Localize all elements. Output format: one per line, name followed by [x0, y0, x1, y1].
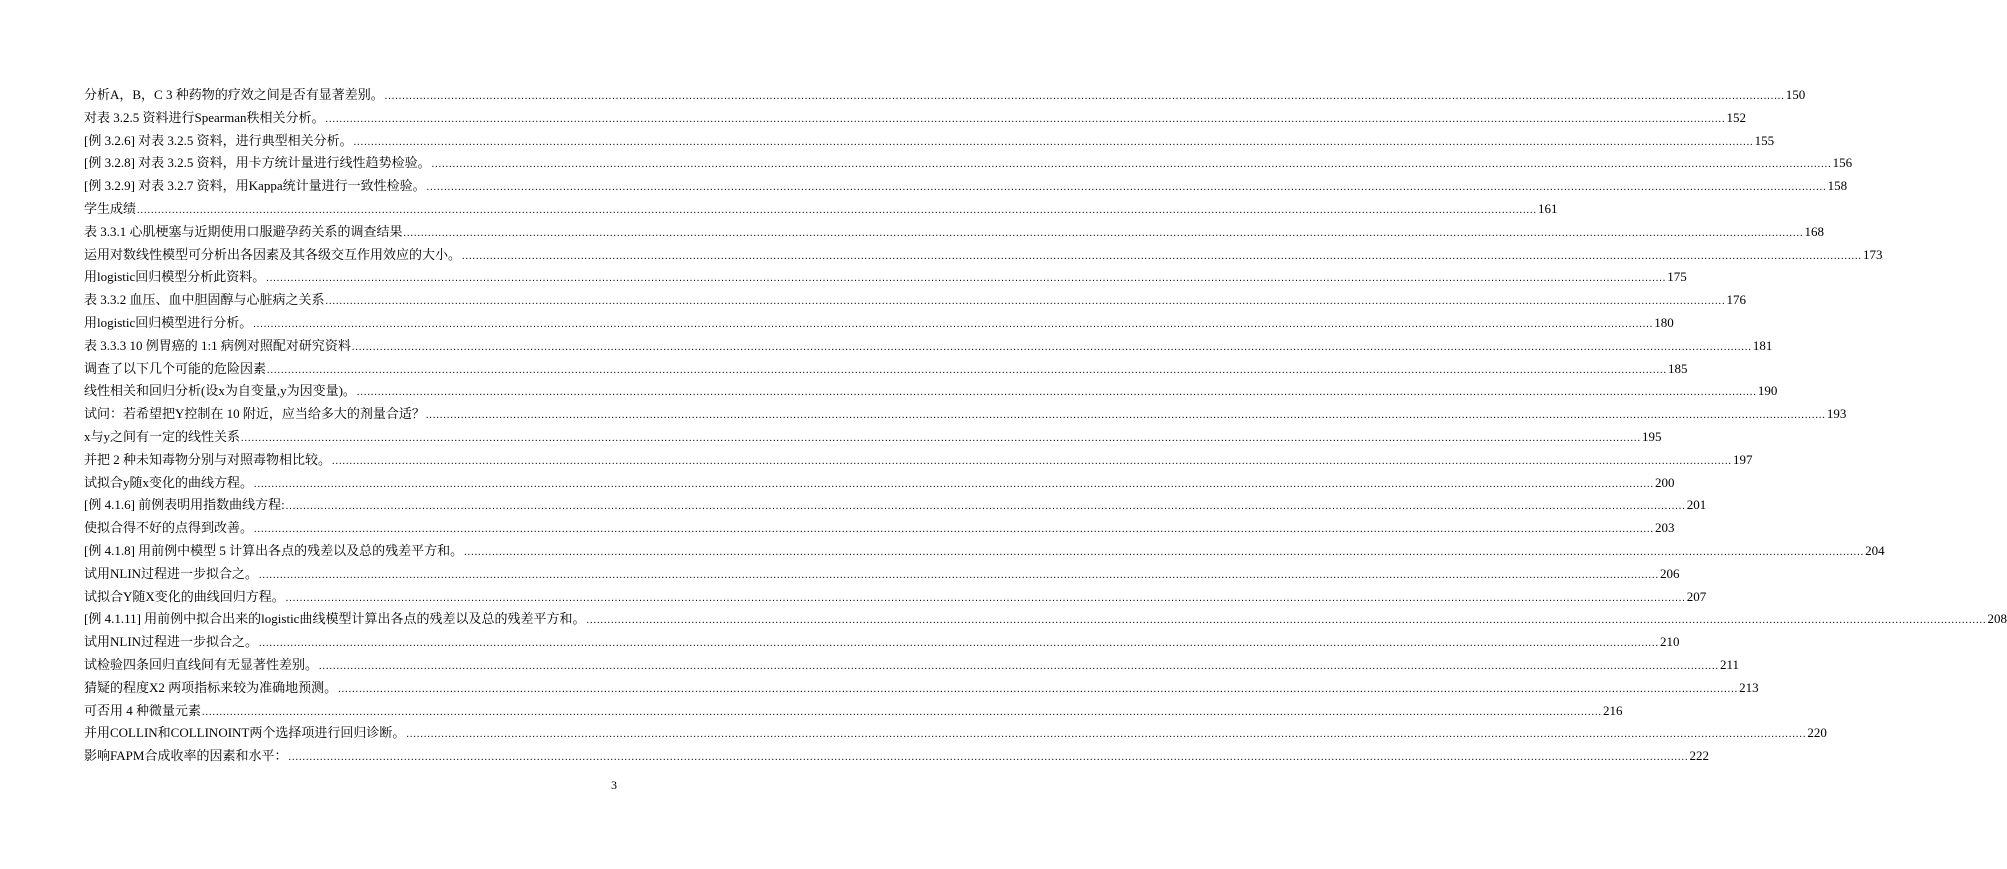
toc-entry-title: 用logistic回归模型进行分析。	[84, 314, 253, 330]
toc-dot-leader: ................................................................................................................................................................................................................................................................................................................................................................................................................	[285, 592, 1686, 604]
toc-entry[interactable]	[84, 403, 1847, 426]
toc-entry-title: 试拟合Y随X变化的曲线回归方程。	[84, 588, 285, 604]
toc-entry[interactable]	[84, 221, 1825, 244]
toc-dot-leader: ................................................................................................................................................................................................................................................................................................................................................................................................................	[425, 410, 1826, 422]
toc-entry-title: 试问：若希望把Y控制在 10 附近，应当给多大的剂量合适？	[84, 406, 425, 422]
toc-entry-page: 156	[1832, 155, 1853, 171]
toc-dot-leader: ................................................................................................................................................................................................................................................................................................................................................................................................................	[266, 273, 1667, 285]
toc-dot-leader: ................................................................................................................................................................................................................................................................................................................................................................................................................	[259, 569, 1660, 581]
toc-dot-leader: ................................................................................................................................................................................................................................................................................................................................................................................................................	[431, 159, 1832, 171]
toc-entry-title: 可否用 4 种微量元素	[84, 702, 202, 718]
toc-entry-title: 并用COLLIN和COLLINOINT两个选择项进行回归诊断。	[84, 725, 406, 741]
toc-entry-page: 181	[1752, 337, 1773, 353]
toc-entry[interactable]	[84, 312, 1674, 335]
toc-entry-page: 150	[1785, 87, 1806, 102]
toc-entry-title: 分析A，B，C 3 种药物的疗效之间是否有显著差别。	[84, 87, 384, 102]
toc-entry-page: 197	[1733, 451, 1753, 467]
toc-entry-title: 并把 2 种未知毒物分别与对照毒物相比较。	[84, 451, 332, 467]
toc-dot-leader: ................................................................................................................................................................................................................................................................................................................................................................................................................	[338, 683, 1739, 695]
toc-entry-page: 210	[1660, 634, 1680, 650]
toc-dot-leader: ................................................................................................................................................................................................................................................................................................................................................................................................................	[384, 91, 1785, 102]
toc-entry-page: 203	[1655, 520, 1675, 536]
toc-entry-page: 195	[1642, 428, 1662, 444]
toc-dot-leader: ................................................................................................................................................................................................................................................................................................................................................................................................................	[325, 296, 1726, 308]
toc-dot-leader: ................................................................................................................................................................................................................................................................................................................................................................................................................	[319, 660, 1720, 672]
toc-dot-leader: ................................................................................................................................................................................................................................................................................................................................................................................................................	[325, 113, 1726, 125]
toc-dot-leader: ................................................................................................................................................................................................................................................................................................................................................................................................................	[426, 182, 1827, 194]
toc-entry-title: 表 3.3.2 血压、血中胆固醇与心脏病之关系	[84, 292, 325, 308]
toc-entry-page: 204	[1865, 542, 1885, 558]
toc-dot-leader: ................................................................................................................................................................................................................................................................................................................................................................................................................	[288, 752, 1689, 764]
toc-dot-leader: ................................................................................................................................................................................................................................................................................................................................................................................................................	[403, 227, 1804, 239]
toc-dot-leader: ................................................................................................................................................................................................................................................................................................................................................................................................................	[285, 501, 1686, 513]
toc-entry-title: [例 3.2.9] 对表 3.2.7 资料，用Kappa统计量进行一致性检验。	[84, 178, 426, 194]
toc-entry[interactable]	[84, 130, 1775, 153]
toc-entry-title: 调查了以下几个可能的危险因素	[84, 360, 267, 376]
toc-entry[interactable]	[84, 380, 1778, 403]
toc-entry-page: 155	[1754, 132, 1775, 148]
toc-entry[interactable]	[84, 449, 1753, 472]
toc-dot-leader: ................................................................................................................................................................................................................................................................................................................................................................................................................	[259, 638, 1660, 650]
toc-entry[interactable]	[84, 266, 1687, 289]
toc-entry-page: 213	[1739, 679, 1759, 695]
toc-entry-title: [例 4.1.11] 用前例中拟合出来的logistic曲线模型计算出各点的残差以及总的残差平方和。	[84, 611, 586, 627]
toc-entry-title: 表 3.3.3 10 例胃癌的 1:1 病例对照配对研究资料	[84, 337, 351, 353]
toc-entry[interactable]	[84, 84, 1806, 107]
toc-entry-title: 使拟合得不好的点得到改善。	[84, 520, 254, 536]
toc-entry[interactable]	[84, 244, 1883, 267]
table-of-contents	[84, 84, 2007, 768]
toc-entry-page: 152	[1726, 109, 1746, 125]
toc-entry-page: 206	[1660, 565, 1680, 581]
page-number: 3	[611, 778, 617, 792]
toc-entry[interactable]	[84, 426, 1662, 449]
toc-entry[interactable]	[84, 631, 1680, 654]
toc-entry-title: [例 4.1.8] 用前例中模型 5 计算出各点的残差以及总的残差平方和。	[84, 542, 464, 558]
toc-entry-title: 学生成绩	[84, 200, 137, 216]
toc-entry-page: 190	[1757, 383, 1778, 399]
toc-entry-title: [例 4.1.6] 前例表明用指数曲线方程:	[84, 497, 285, 513]
toc-dot-leader: ................................................................................................................................................................................................................................................................................................................................................................................................................	[351, 341, 1752, 353]
toc-dot-leader: ................................................................................................................................................................................................................................................................................................................................................................................................................	[267, 364, 1668, 376]
toc-entry-page: 222	[1689, 748, 1709, 764]
toc-entry-page: 220	[1807, 725, 1827, 741]
toc-entry-page: 207	[1686, 588, 1707, 604]
toc-dot-leader: ................................................................................................................................................................................................................................................................................................................................................................................................................	[464, 546, 1865, 558]
toc-entry-title: 试用NLIN过程进一步拟合之。	[84, 565, 259, 581]
toc-entry-page: 200	[1655, 474, 1675, 490]
toc-dot-leader: ................................................................................................................................................................................................................................................................................................................................................................................................................	[254, 478, 1655, 490]
toc-entry-page: 175	[1667, 269, 1687, 285]
toc-entry-page: 193	[1826, 406, 1847, 422]
toc-entry-title: 猜疑的程度X2 两项指标来较为准确地预测。	[84, 679, 338, 695]
toc-entry-page: 176	[1726, 292, 1747, 308]
toc-entry[interactable]	[84, 152, 1853, 175]
toc-dot-leader: ................................................................................................................................................................................................................................................................................................................................................................................................................	[254, 524, 1655, 536]
toc-entry-title: [例 3.2.8] 对表 3.2.5 资料，用卡方统计量进行线性趋势检验。	[84, 155, 431, 171]
toc-dot-leader: ................................................................................................................................................................................................................................................................................................................................................................................................................	[353, 136, 1754, 148]
toc-entry-title: 线性相关和回归分析(设x为自变量,y为因变量)。	[84, 383, 356, 399]
toc-entry-page: 173	[1863, 246, 1883, 262]
toc-entry-title: 影响FAPM合成收率的因素和水平：	[84, 748, 288, 764]
toc-entry-title: [例 3.2.6] 对表 3.2.5 资料，进行典型相关分析。	[84, 132, 353, 148]
toc-dot-leader: ................................................................................................................................................................................................................................................................................................................................................................................................................	[241, 432, 1642, 444]
toc-entry-title: 试用NLIN过程进一步拟合之。	[84, 634, 259, 650]
toc-entry-page: 161	[1538, 200, 1558, 216]
toc-dot-leader: ................................................................................................................................................................................................................................................................................................................................................................................................................	[356, 387, 1757, 399]
toc-dot-leader: ................................................................................................................................................................................................................................................................................................................................................................................................................	[332, 455, 1733, 467]
toc-entry-title: 试检验四条回归直线间有无显著性差别。	[84, 656, 319, 672]
toc-entry-page: 158	[1827, 178, 1848, 194]
toc-dot-leader: ................................................................................................................................................................................................................................................................................................................................................................................................................	[253, 318, 1654, 330]
toc-dot-leader: ................................................................................................................................................................................................................................................................................................................................................................................................................	[137, 204, 1538, 216]
toc-entry[interactable]	[84, 175, 1848, 198]
toc-entry-page: 168	[1804, 223, 1825, 239]
toc-entry-title: x与y之间有一定的线性关系	[84, 428, 241, 444]
toc-entry[interactable]	[84, 563, 1680, 586]
toc-entry[interactable]	[84, 722, 1827, 745]
toc-entry-page: 185	[1668, 360, 1688, 376]
toc-entry-title: 用logistic回归模型分析此资料。	[84, 269, 266, 285]
toc-entry-title: 试拟合y随x变化的曲线方程。	[84, 474, 254, 490]
toc-entry[interactable]	[84, 198, 1558, 221]
toc-entry[interactable]	[84, 700, 1623, 723]
toc-entry[interactable]	[84, 517, 1675, 540]
toc-dot-leader: ................................................................................................................................................................................................................................................................................................................................................................................................................	[202, 706, 1603, 718]
toc-entry-page: 201	[1686, 497, 1707, 513]
toc-dot-leader: ................................................................................................................................................................................................................................................................................................................................................................................................................	[586, 615, 1987, 627]
toc-entry-title: 表 3.3.1 心肌梗塞与近期使用口服避孕药关系的调查结果	[84, 223, 403, 239]
toc-entry[interactable]	[84, 494, 1707, 517]
toc-entry[interactable]	[84, 677, 1759, 700]
toc-entry[interactable]	[84, 745, 1709, 768]
toc-entry[interactable]	[84, 540, 1885, 563]
toc-entry[interactable]	[84, 586, 1707, 609]
toc-entry-page: 180	[1654, 314, 1674, 330]
toc-entry[interactable]	[84, 289, 1747, 312]
toc-entry[interactable]	[84, 472, 1675, 495]
toc-entry-page: 208	[1987, 611, 2007, 627]
toc-entry[interactable]	[84, 107, 1746, 130]
toc-entry-title: 对表 3.2.5 资料进行Spearman秩相关分析。	[84, 109, 325, 125]
toc-entry[interactable]	[84, 654, 1740, 677]
toc-entry-page: 216	[1603, 702, 1623, 718]
toc-entry[interactable]	[84, 608, 2007, 631]
toc-dot-leader: ................................................................................................................................................................................................................................................................................................................................................................................................................	[406, 729, 1807, 741]
toc-entry[interactable]	[84, 358, 1688, 381]
toc-entry[interactable]	[84, 335, 1773, 358]
toc-dot-leader: ................................................................................................................................................................................................................................................................................................................................................................................................................	[462, 250, 1863, 262]
toc-entry-page: 211	[1720, 656, 1740, 672]
toc-entry-title: 运用对数线性模型可分析出各因素及其各级交互作用效应的大小。	[84, 246, 462, 262]
